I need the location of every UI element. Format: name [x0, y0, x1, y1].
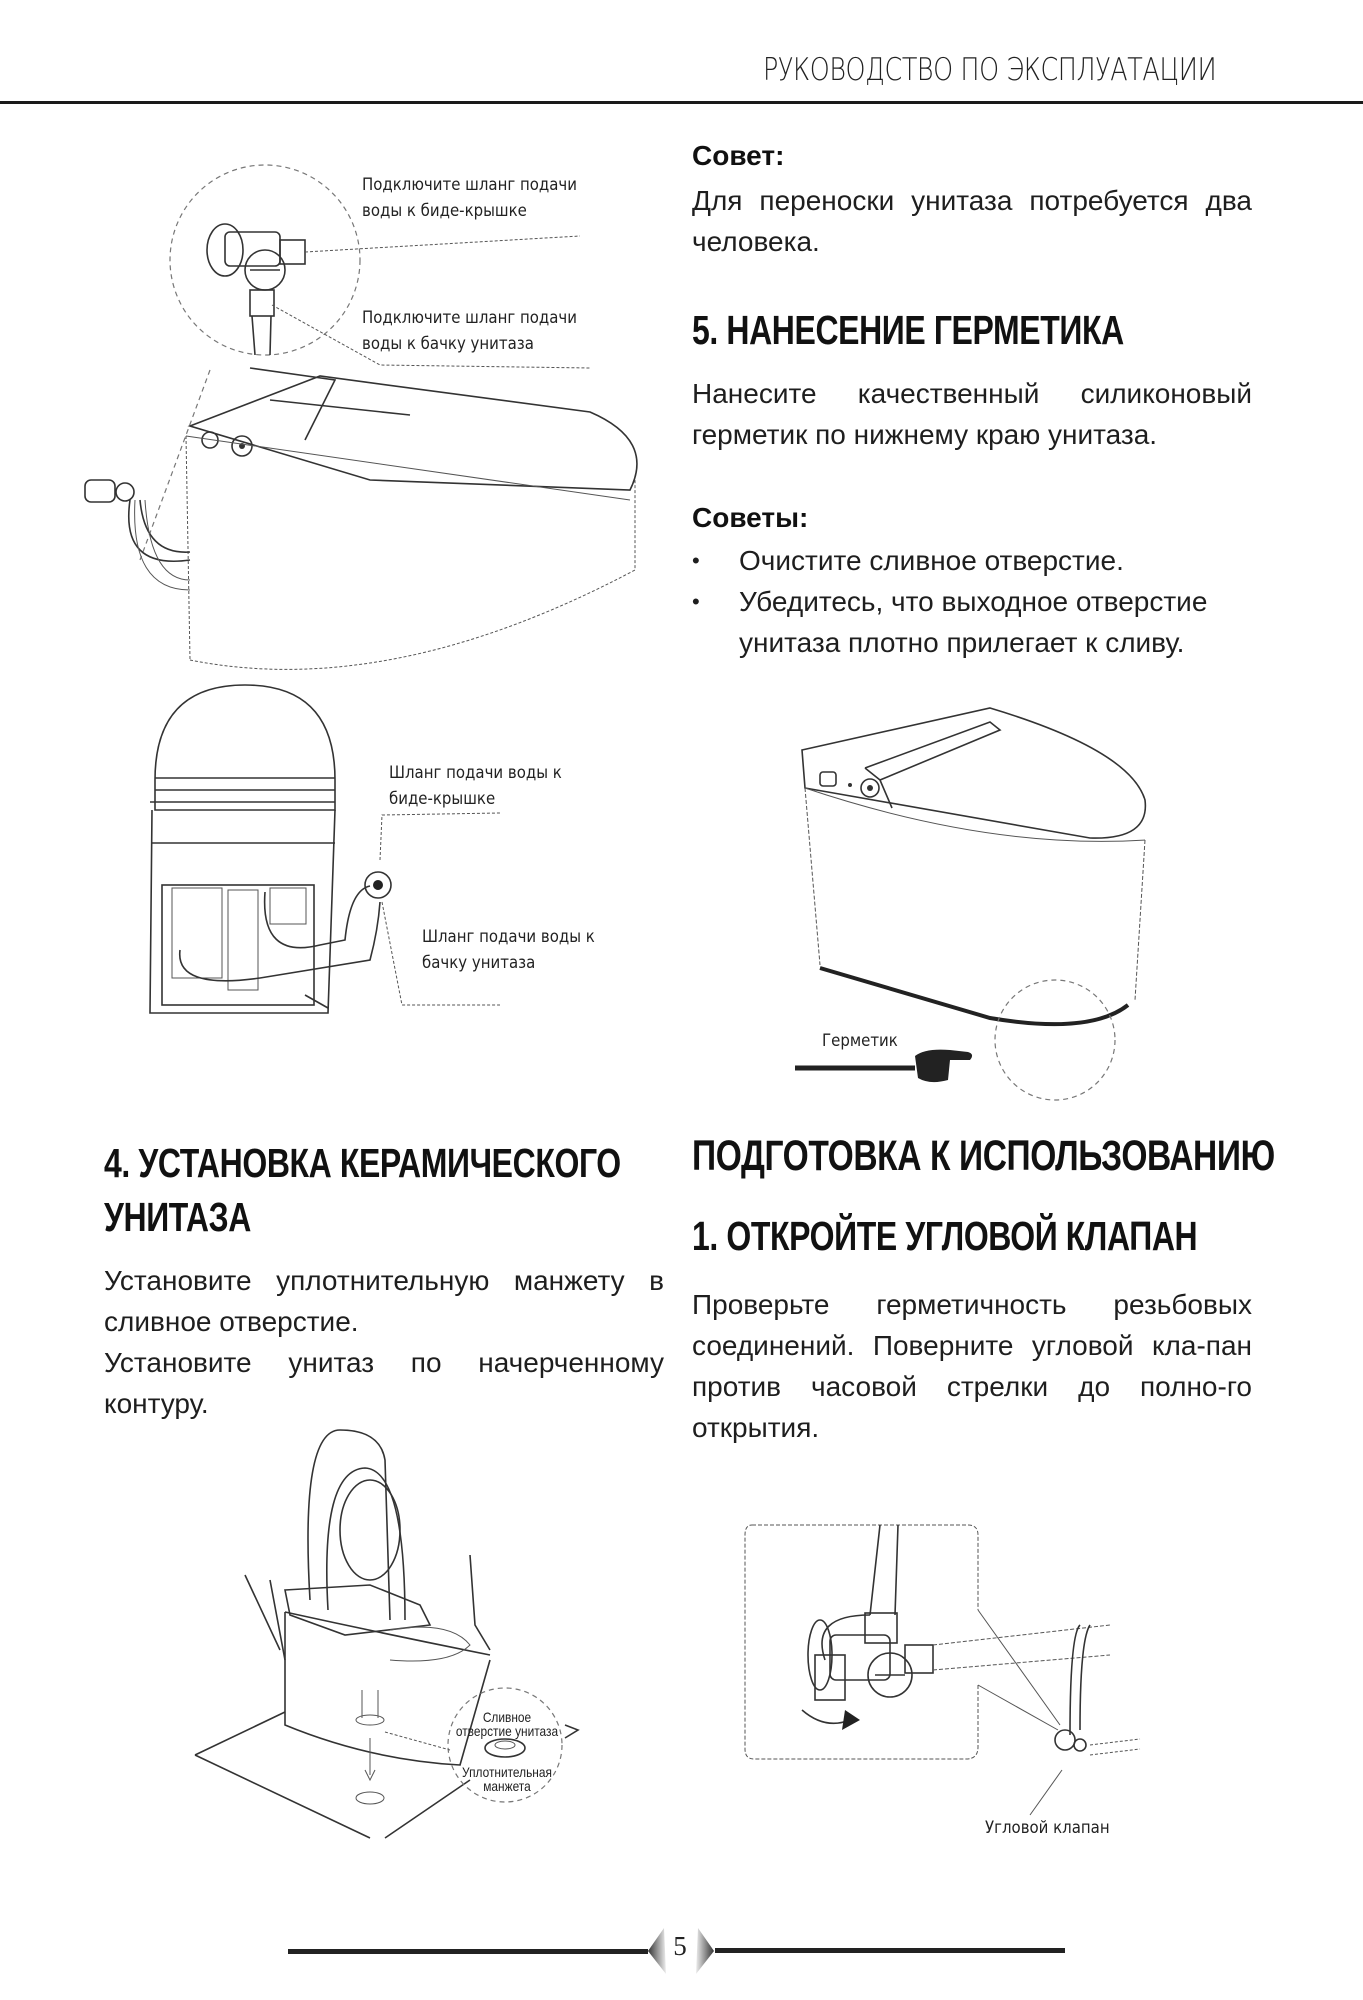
section-5-text: Нанесите качественный силиконовый герметик по нижнему краю унитаза.: [692, 378, 1252, 450]
figure-install-toilet: [190, 1420, 610, 1840]
tip-item: • Убедитесь, что выходное отверстие унитаза плотно прилегает к сливу.: [692, 581, 1252, 663]
caption-connect-tank-hose-line2: воды к бачку унитаза: [362, 334, 534, 354]
prep-heading: ПОДГОТОВКА К ИСПОЛЬЗОВАНИЮ: [692, 1132, 1275, 1180]
rotate-arrow-icon: [842, 1710, 860, 1730]
figure-angle-valve: [740, 1515, 1140, 1850]
angle-valve-icon: [207, 224, 305, 355]
tip-item: • Очистите сливное отверстие.: [692, 540, 1252, 581]
caption-drain-hole-line2: отверстие унитаза: [455, 1723, 559, 1739]
footer-rule-left: [288, 1949, 648, 1954]
figure-rear-view-hoses: [140, 680, 640, 1025]
figure-sealant: [790, 700, 1170, 1110]
caption-seal-line1: Уплотнительная: [462, 1764, 552, 1780]
tips-list: [692, 540, 1252, 663]
section-4-heading-line2: УНИТАЗА: [104, 1194, 251, 1240]
caption-seal-line2: манжета: [483, 1778, 531, 1794]
prep-step-1-heading: 1. ОТКРОЙТЕ УГЛОВОЙ КЛАПАН: [692, 1213, 1198, 1259]
tips-label: Советы:: [692, 502, 809, 533]
pointing-hand-icon: [915, 1050, 972, 1082]
section-4-text-2: Установите унитаз по начерченному контуру.: [104, 1347, 664, 1419]
caption-tank-hose-line1: Шланг подачи воды к: [422, 927, 595, 947]
caption-connect-bidet-hose-line2: воды к биде-крышке: [362, 201, 527, 221]
figure-hose-connection: [90, 140, 650, 640]
caption-drain-hole-line1: Сливное: [482, 1709, 532, 1725]
toilet-rear-view-drawing: [140, 680, 640, 1025]
tip-text: Для переноски унитаза потребуется два человека.: [692, 185, 1252, 257]
caption-bidet-hose-line2: биде-крышке: [389, 789, 496, 809]
section-4-text-1: Установите уплотнительную манжету в сливное отверстие.: [104, 1265, 664, 1337]
caption-angle-valve: Угловой клапан: [985, 1818, 1110, 1838]
angle-valve-drawing: [740, 1515, 1140, 1850]
caption-sealant: Герметик: [822, 1031, 898, 1051]
caption-connect-tank-hose-line1: Подключите шланг подачи: [362, 308, 577, 328]
footer-rule-right: [715, 1948, 1065, 1953]
section-4-heading-line1: 4. УСТАНОВКА КЕРАМИЧЕСКОГО: [104, 1140, 621, 1186]
page-number: 5: [673, 1931, 687, 1961]
caption-connect-bidet-hose-line1: Подключите шланг подачи: [362, 175, 577, 195]
caption-bidet-hose-line1: Шланг подачи воды к: [389, 763, 562, 783]
section-5-heading: 5. НАНЕСЕНИЕ ГЕРМЕТИКА: [692, 307, 1124, 353]
document-header-title: РУКОВОДСТВО ПО ЭКСПЛУАТАЦИИ: [763, 52, 1217, 88]
header-rule: [0, 101, 1363, 104]
prep-step-1-text: Проверьте герметичность резьбовых соединений. Поверните угловой кла-пан против часовой стрелки до полно-го открытия.: [692, 1289, 1252, 1443]
caption-tank-hose-line2: бачку унитаза: [422, 953, 536, 973]
tip-label: Совет:: [692, 140, 785, 171]
